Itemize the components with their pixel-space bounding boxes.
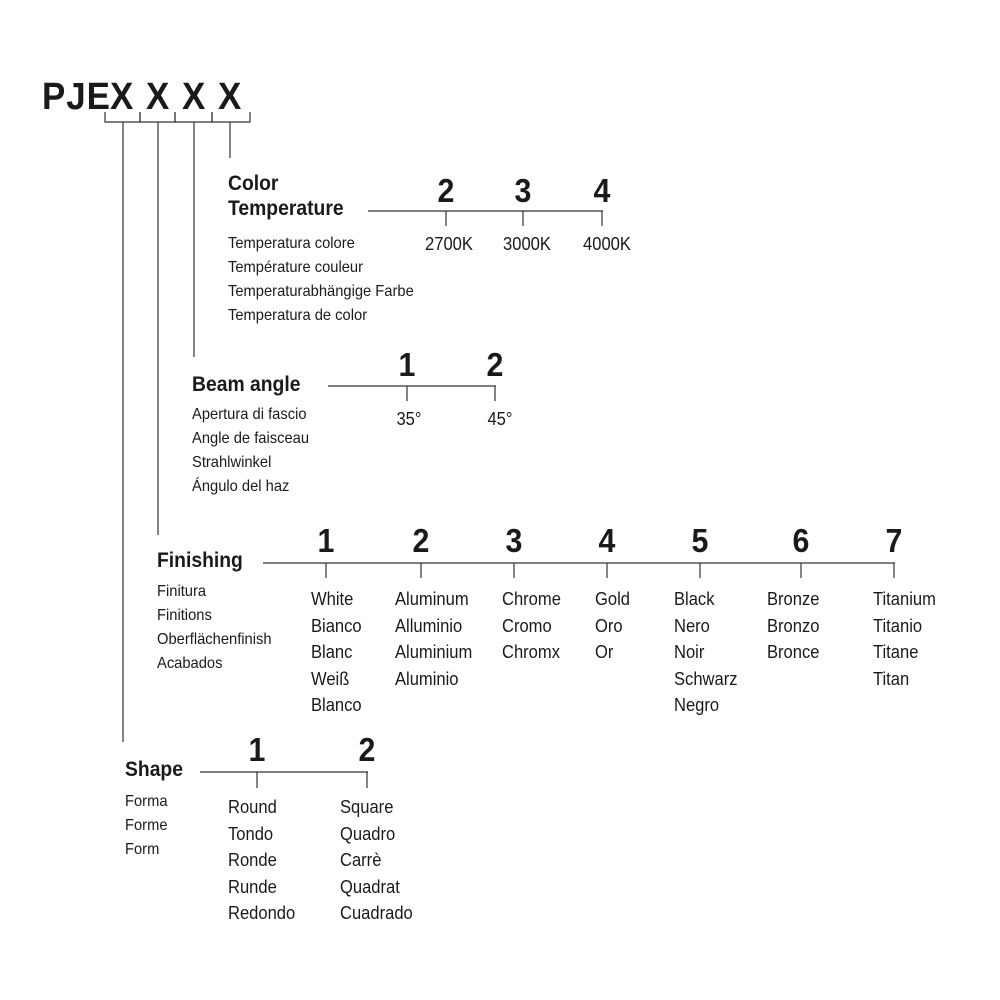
- shape-code-1: 1: [248, 731, 266, 768]
- finishing-option-chrome: Chrome Cromo Chromx: [502, 589, 561, 662]
- finishing-option-black: Black Nero Noir Schwarz Negro: [674, 589, 738, 715]
- beam-code-2: 2: [486, 346, 504, 383]
- shape-option-round: Round Tondo Ronde Runde Redondo: [228, 797, 296, 923]
- beam-code-1: 1: [398, 346, 416, 383]
- finishing-option-bronze: Bronze Bronzo Bronce: [767, 589, 820, 662]
- finishing-option-white: White Bianco Blanc Weiß Blanco: [311, 589, 362, 715]
- color-temp-value-3000: 3000K: [503, 234, 551, 254]
- shape-title: Shape: [125, 758, 183, 781]
- product-code: [42, 76, 111, 119]
- finishing-translations: Finitura Finitions Oberflächenfinish Acabados: [157, 583, 272, 672]
- color-temp-code-4: 4: [593, 172, 611, 209]
- finishing-code-3: 3: [505, 522, 523, 559]
- finishing-code-5: 5: [691, 522, 709, 559]
- beam-value-45: 45°: [487, 409, 513, 429]
- color-temp-translations: Temperatura colore Température couleur Temperaturabhängige Farbe Temperatura de color: [228, 235, 414, 324]
- finishing-code-2: 2: [412, 522, 430, 559]
- beam-angle-title: Beam angle: [192, 373, 301, 396]
- shape-code-2: 2: [358, 731, 376, 768]
- code-slot-3: X: [182, 76, 207, 118]
- finishing-option-aluminum: Aluminum Alluminio Aluminium Aluminio: [395, 589, 473, 689]
- finishing-option-titanium: Titanium Titanio Titane Titan: [873, 589, 936, 689]
- finishing-code-1: 1: [317, 522, 335, 559]
- finishing-code-4: 4: [598, 522, 616, 559]
- color-temp-value-2700: 2700K: [425, 234, 473, 254]
- beam-value-35: 35°: [396, 409, 422, 429]
- shape-translations: Forma Forme Form: [125, 793, 168, 858]
- color-temp-code-3: 3: [514, 172, 532, 209]
- finishing-code-7: 7: [885, 522, 903, 559]
- finishing-code-6: 6: [792, 522, 810, 559]
- shape-option-square: Square Quadro Carrè Quadrat Cuadrado: [340, 797, 413, 923]
- color-temp-value-4000: 4000K: [583, 234, 631, 254]
- beam-angle-translations: Apertura di fascio Angle de faisceau Strahlwinkel Ángulo del haz: [192, 406, 310, 495]
- finishing-option-gold: Gold Oro Or: [595, 589, 630, 662]
- color-temp-title: Color Temperature: [228, 172, 344, 220]
- code-prefix: PJE: [42, 76, 111, 118]
- color-temp-code-2: 2: [437, 172, 455, 209]
- code-slot-1: X: [110, 76, 135, 118]
- code-slot-2: X: [146, 76, 171, 118]
- finishing-title: Finishing: [157, 549, 243, 572]
- code-slot-4: X: [218, 76, 243, 118]
